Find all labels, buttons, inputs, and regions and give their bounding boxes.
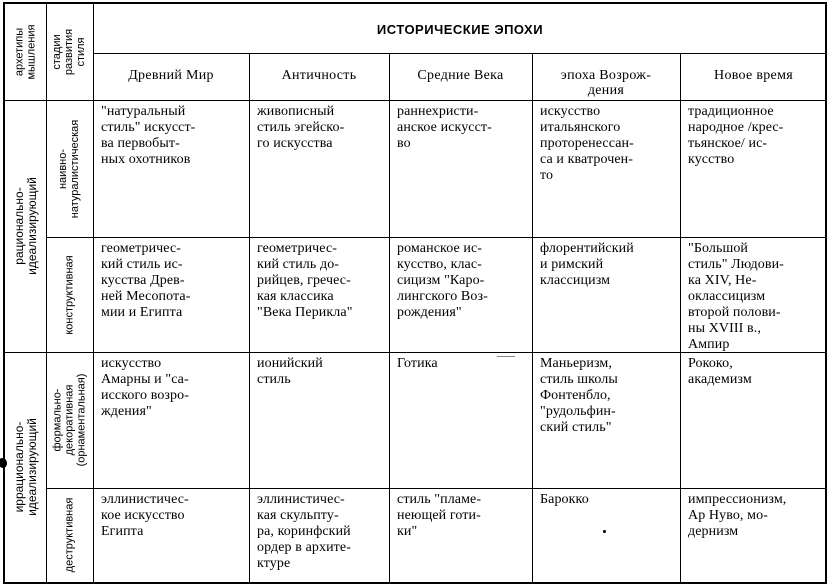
stage-naive-label: наивно- натуралистическая [57,119,82,218]
table-cell: живописный стиль эгейско- го искусства [257,104,345,151]
archetype-rational-label: рационально-идеализирующий [11,177,39,275]
table-cell: геометричес- кий стиль до- рийцев, гречес- кая классика "Века Перикла" [257,241,353,320]
scan-mark [0,458,7,468]
table-cell: искусство итальянского проторенессан- са и кватрочен- то [540,104,634,183]
table-cell: традиционное народное /крес- тьянское/ ис- кусство [688,104,784,167]
table-cell: Маньеризм, стиль школы Фонтенбло, "рудольфин- ский стиль" [540,356,618,435]
stage-naive [46,100,93,237]
table-cell: флорентийский и римский классицизм [540,241,634,288]
archetypes-header-label: архетипы мышления [13,24,38,80]
table-cell: импрессионизм, Ар Нуво, мо- дернизм [688,492,787,539]
stages-header-label: стадии развития стиля [51,28,88,76]
table-cell: романское ис- кусство, клас- сицизм "Каро- лингского Воз- рождения" [397,241,488,320]
epochs-table [3,2,827,584]
table-cell: раннехристи- анское искусст- во [397,104,492,151]
table-cell: Рококо, академизм [688,356,752,387]
table-cell: геометричес- кий стиль ис- кусства Древ- ней Месопота- мии и Египта [101,241,191,320]
stage-destructive [46,488,93,582]
table-cell: Готика [397,356,438,371]
column-header-renaissance: эпоха Возрож- дения [560,68,652,98]
table-cell: Барокко [540,492,589,507]
scan-speck [603,530,606,533]
table-cell: "Большой стиль" Людови- ка XIV, Не- оклассицизм второй полови- ны XVIII в., Ампир [688,241,784,352]
stage-constructive [46,237,93,352]
table-cell: эллинистичес- кое искусство Египта [101,492,189,539]
table-title: ИСТОРИЧЕСКИЕ ЭПОХИ [376,22,544,37]
stage-decorative [46,352,93,488]
stage-decorative-label: формально- декоративная (орнаментальная) [51,373,88,467]
table-cell: искусство Амарны и "са- исского возро- ждения" [101,356,190,419]
archetypes-header [5,4,46,100]
scan-speck [497,356,515,357]
stages-header [46,4,93,100]
stage-destructive-label: деструктивная [63,497,76,573]
table-cell: "натуральный стиль" искусст- ва первобыт- ных охотников [101,104,196,167]
archetype-irrational-label: иррационально-идеализирующий [11,418,39,516]
table-divider [93,53,825,54]
column-header-ancient-world: Древний Мир [128,68,214,83]
column-header-new-time: Новое время [714,68,793,83]
archetype-irrational [5,352,46,582]
table-divider [46,488,825,489]
table-divider [5,100,825,101]
stage-constructive-label: конструктивная [63,254,76,335]
table-cell: эллинистичес- кая скульпту- ра, коринфский ордер в архите- ктуре [257,492,351,571]
column-header-antiquity: Античность [281,68,357,83]
table-cell: стиль "пламе- неющей готи- ки" [397,492,482,539]
table-cell: ионийский стиль [257,356,323,387]
archetype-rational [5,100,46,352]
table-divider [46,237,825,238]
column-header-middle-ages: Средние Века [417,68,504,83]
